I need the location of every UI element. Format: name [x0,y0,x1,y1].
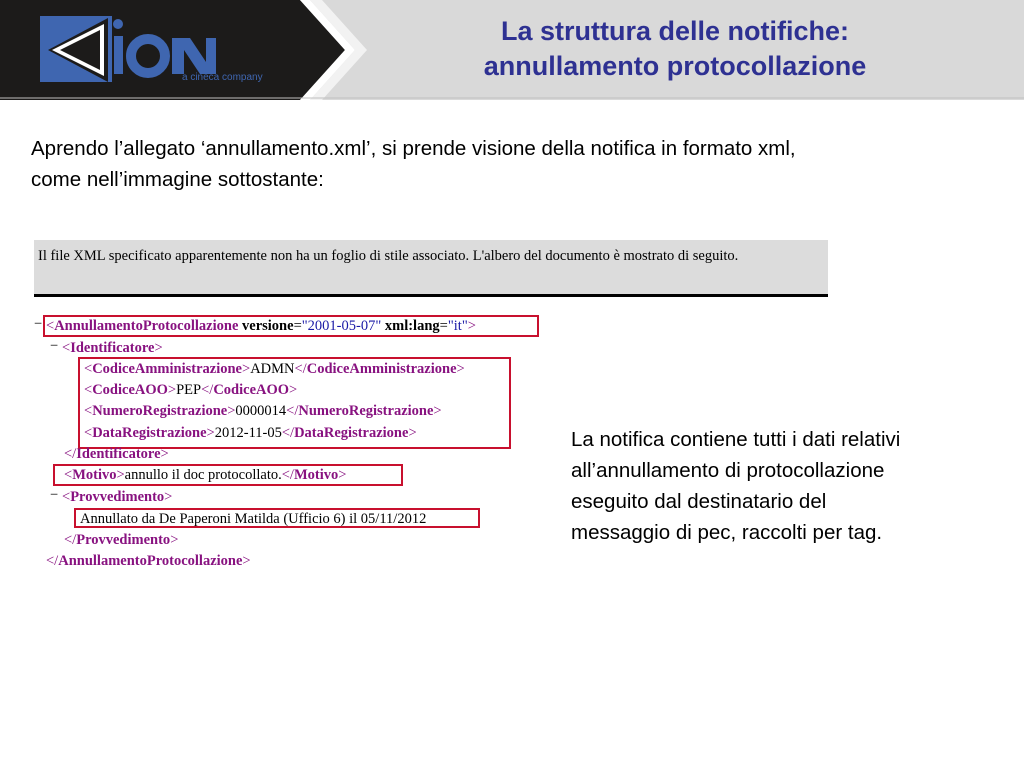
description-line-1: La notifica contiene tutti i dati relativi [571,428,901,451]
xml-tag: DataRegistrazione [92,425,207,441]
xml-value: 2012-11-05 [214,425,282,441]
description-line-3: eseguito dal destinatario del [571,490,827,513]
collapse-identificatore-toggle[interactable]: − [50,338,59,354]
xml-tag: Identificatore [70,340,155,356]
xml-tag: Motivo [72,467,117,483]
xml-tag: Identificatore [76,446,161,462]
description-paragraph [571,424,1001,548]
bracket: < [62,489,71,505]
xml-identificatore-open [62,339,163,357]
xml-attr-name: versione [242,318,294,334]
bracket: > [167,382,177,398]
bracket: < [46,318,55,334]
bracket: </ [281,425,295,441]
xml-value: ADMN [250,361,295,377]
xml-provvedimento-close [64,531,178,549]
xml-value: annullo il doc protocollato. [124,467,282,483]
bracket: > [170,532,179,548]
highlight-root [43,315,539,337]
bracket: < [84,425,93,441]
bracket: < [84,403,93,419]
bracket: </ [46,553,59,569]
bracket: > [227,403,236,419]
xml-tag: CodiceAOO [92,382,168,398]
xml-tag: Provvedimento [70,489,165,505]
xml-provvedimento-open [62,488,172,506]
xml-tag: AnnullamentoProtocollazione [58,553,243,569]
bracket: </ [64,532,77,548]
intro-line-1: Aprendo l’allegato ‘annullamento.xml’, si prende visione della notifica in formato xml, [31,137,796,160]
xml-message-text: Il file XML specificato apparentemente non ha un foglio di stile associato. L'albero del documento è mostrato di seguito. [38,248,739,264]
highlight-motivo [53,464,403,486]
bracket: </ [286,403,299,419]
bracket: > [338,467,347,483]
collapse-root-toggle[interactable]: − [34,316,43,332]
description-line-4: messaggio di pec, raccolti per tag. [571,521,883,544]
bracket: > [456,361,465,377]
xml-tag: Motivo [293,467,339,483]
bracket: > [242,361,251,377]
xml-attr-value: "it" [447,318,468,334]
xml-tag: CodiceAOO [213,382,290,398]
xml-tag: Provvedimento [76,532,171,548]
page-title [360,14,990,84]
title-line-2: annullamento protocollazione [483,51,867,81]
intro-paragraph [31,133,1001,195]
intro-line-2: come nell’immagine sottostante: [31,168,324,191]
bracket: </ [294,361,307,377]
xml-tag: NumeroRegistrazione [92,403,228,419]
bracket: < [84,361,93,377]
bracket: </ [281,467,294,483]
title-line-1: La struttura delle notifiche: [500,16,850,46]
bracket: > [242,553,251,569]
logo-tagline: a cineca company [182,72,263,83]
xml-attr-value: "2001-05-07" [301,318,382,334]
xml-provvedimento-text: Annullato da De Paperoni Matilda (Ufficio 6) il 05/11/2012 [80,511,427,527]
xml-tag: CodiceAmministrazione [306,361,457,377]
xml-attr-name: xml:lang [384,318,440,334]
xml-tag: DataRegistrazione [294,425,409,441]
bracket: < [62,340,71,356]
bracket: < [64,467,73,483]
xml-stylesheet-message [34,240,828,297]
xml-identificatore-close [64,445,169,463]
xml-tag: CodiceAmministrazione [92,361,242,377]
equals: = [439,318,448,334]
bracket: > [160,446,169,462]
collapse-provvedimento-toggle[interactable]: − [50,487,59,503]
highlight-provvedimento [74,508,480,528]
bracket: > [408,425,417,441]
bracket: </ [201,382,214,398]
highlight-identificatore-fields [78,357,511,449]
equals: = [293,318,302,334]
xml-value: 0000014 [235,403,287,419]
xml-tag: NumeroRegistrazione [298,403,434,419]
bracket: > [206,425,215,441]
description-line-2: all’annullamento di protocollazione [571,459,885,482]
bracket: > [289,382,298,398]
bracket: > [433,403,442,419]
bracket: > [116,467,125,483]
bracket: < [84,382,93,398]
bracket: > [164,489,173,505]
xml-tag: AnnullamentoProtocollazione [54,318,239,334]
xml-value: PEP [176,382,202,398]
xml-root-close [46,552,251,570]
bracket: > [467,318,476,334]
header-banner [0,0,1024,100]
bracket: </ [64,446,77,462]
bracket: > [154,340,163,356]
